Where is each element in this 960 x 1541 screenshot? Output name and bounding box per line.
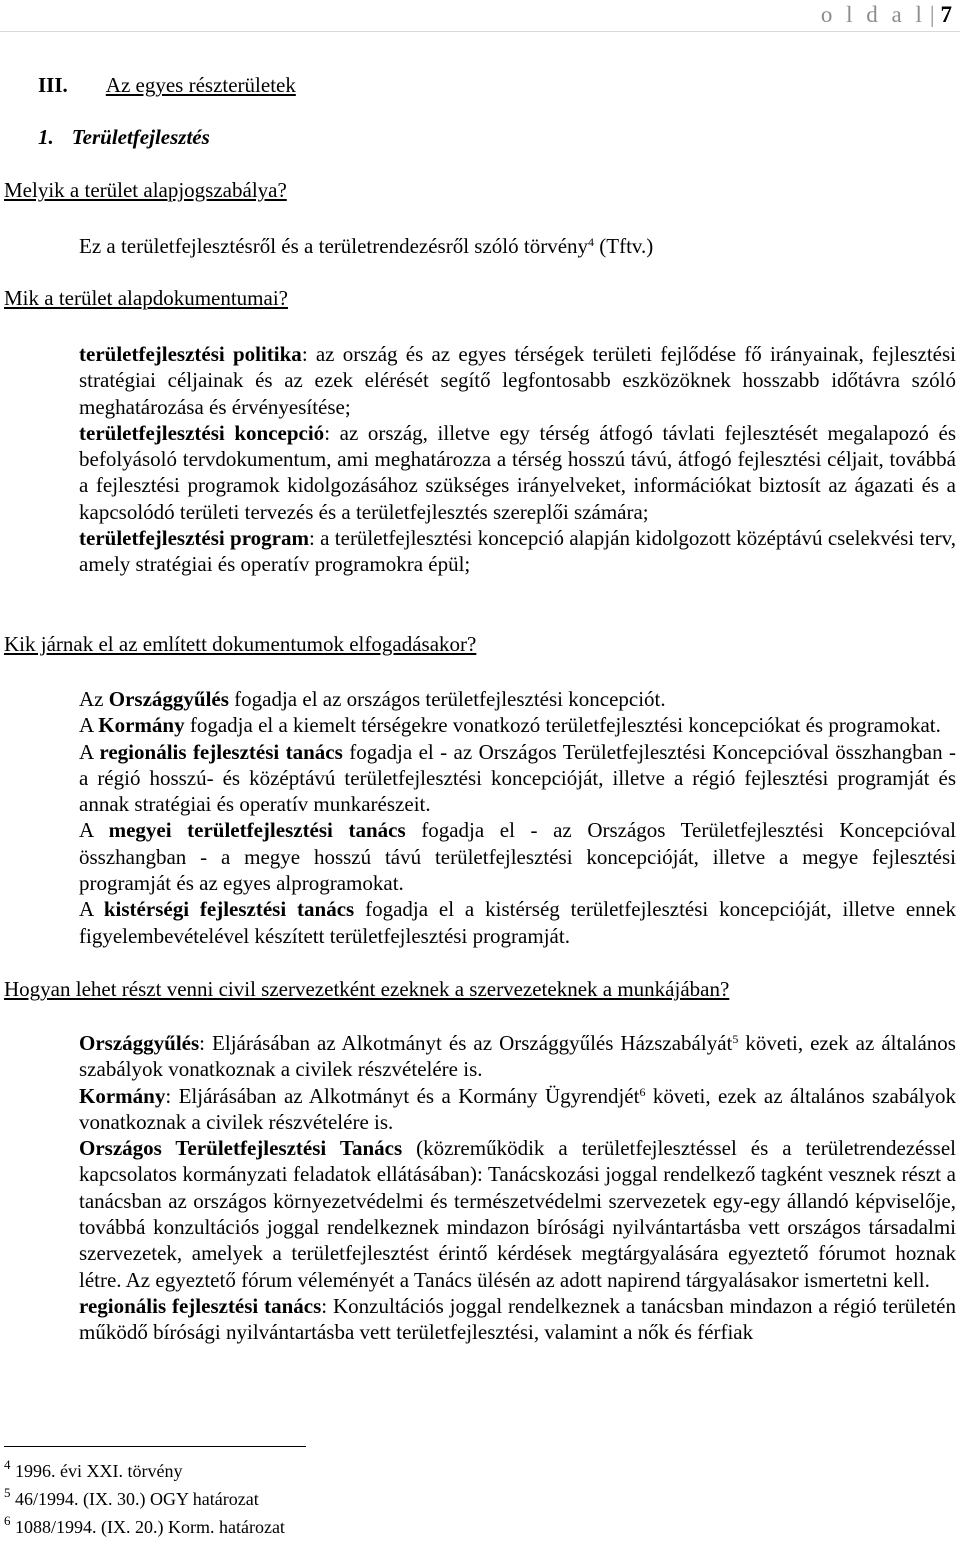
- definition-item: [79, 420, 956, 525]
- definition-term: területfejlesztési koncepció: [79, 420, 325, 445]
- adoption-item: [79, 817, 956, 896]
- adoption-item: [79, 896, 956, 949]
- footnote-ref[interactable]: 4: [588, 235, 595, 249]
- definition-text: : a területfejlesztési koncepció alapján kidolgozott középtávú cselekvési terv, amely stratégiai és operatív programokra épül;: [79, 526, 956, 577]
- definition-term: területfejlesztési program: [79, 526, 309, 551]
- participation-item: [79, 1083, 956, 1136]
- question-adoption: Kik járnak el az említett dokumentumok elfogadásakor?: [4, 632, 477, 656]
- section-title: Az egyes részterületek: [105, 73, 296, 97]
- participation-body: regionális fejlesztési tanács: [79, 1293, 322, 1318]
- definition-item: [79, 525, 956, 578]
- adoption-text: fogadja el a kistérség területfejlesztési koncepcióját, illetve ennek figyelembevételével készített területfejlesztési programját.: [79, 897, 956, 948]
- page-label: o l d a l: [820, 2, 926, 27]
- adoption-text: fogadja el az országos területfejlesztési koncepciót.: [228, 687, 666, 711]
- adoption-body: Országgyűlés: [108, 687, 229, 711]
- answer-legal-basis: [79, 233, 653, 259]
- page-separator: |: [929, 2, 939, 27]
- footnote-number: 6: [4, 1513, 11, 1528]
- definition-text: : az ország és az egyes térségek területi fejlődése fő irányainak, fejlesztési stratégiai céljainak és az ezek elérését segítő legfontosabb eszközöknek hosszabb időtávra szóló meghatározása és érvényesítése;: [79, 342, 956, 419]
- footnote-number: 4: [4, 1457, 11, 1472]
- section-number: III.: [38, 73, 68, 97]
- participation-text: : Eljárásában az Alkotmányt és a Kormány Ügyrendjét: [165, 1083, 640, 1108]
- section-heading: [38, 73, 296, 98]
- subsection-title: Területfejlesztés: [71, 125, 210, 149]
- participation-text: : Konzultációs joggal rendelkeznek a tanácsban mindazon a régió területén működő bírósági nyilvántartásba vett területfejlesztési, valamint a nők és férfiak: [79, 1293, 956, 1345]
- adoption-prefix: A: [79, 897, 104, 922]
- footnote-text: 1996. évi XXI. törvény: [15, 1461, 183, 1481]
- definition-text: : az ország, illetve egy térség átfogó távlati fejlesztését megalapozó és befolyásoló tervdokumentum, ami meghatározza a térség hosszú távú, átfogó fejlesztési céljait, továbbá a fejlesztési programok kidolgozásához szükséges irányelveket, információkat biztosít az ágazati és a kapcsolódó területi tervezés és a területfejlesztés szereplői számára;: [79, 420, 957, 524]
- adoption-prefix: A: [79, 818, 109, 843]
- question-documents: Mik a terület alapdokumentumai?: [4, 286, 288, 310]
- participation-text: (közreműködik a területfejlesztéssel és a területrendezéssel kapcsolatos kormányzati feladatok ellátásában): Tanácskozási joggal rendelkező tagként vesznek részt a tanácsban az országos környezetvédelmi és természetvédelmi szervezetek egy-egy állandó képviselője, továbbá konzultációs joggal rendelkeznek mindazon bírósági nyilvántartásba vett országos társadalmi szervezetek, amelyek a területfejlesztést érintő kérdések megtárgyalására egyeztető fórumot hoznak létre. Az egyeztető fórum véleményét a Tanács ülésén az adott napirend tárgyalásakor ismertetni kell.: [79, 1136, 957, 1292]
- definition-term: területfejlesztési politika: [79, 342, 302, 366]
- footnote-ref[interactable]: 5: [732, 1032, 739, 1046]
- participation-text: követi, ezek az általános szabályok vonatkoznak a civilek részvételére is.: [79, 1083, 957, 1134]
- adoption-prefix: A: [79, 713, 99, 738]
- adoption-body: Kormány: [98, 713, 185, 738]
- participation-body: Országos Területfejlesztési Tanács: [79, 1136, 403, 1161]
- adoption-body: kistérségi fejlesztési tanács: [103, 897, 355, 922]
- participation-text: követi, ezek az általános szabályok vonatkoznak a civilek részvételére is.: [79, 1031, 956, 1082]
- participation-text: : Eljárásában az Alkotmányt és az Országgyűlés Házszabályát: [199, 1031, 733, 1055]
- footnote: [4, 1457, 183, 1481]
- answer-text: Ez a területfejlesztésről és a területrendezésről szóló törvény: [79, 234, 589, 258]
- question-legal-basis: Melyik a terület alapjogszabálya?: [4, 178, 287, 202]
- participation-body: Országgyűlés: [79, 1031, 200, 1055]
- participation-body: Kormány: [79, 1083, 166, 1108]
- adoption-item: [79, 739, 956, 818]
- footnote-ref[interactable]: 6: [639, 1084, 646, 1099]
- answer-abbrev: (Tftv.): [594, 234, 654, 258]
- footnote-text: 1088/1994. (IX. 20.) Korm. határozat: [15, 1517, 285, 1537]
- adoption-item: [79, 686, 956, 712]
- subsection-number: 1.: [38, 125, 54, 149]
- adoption-text: fogadja el - az Országos Területfejlesztési Koncepcióval összhangban - a megye hosszú távú területfejlesztési koncepcióját, illetve a megye fejlesztési programját és az egyes alprogramokat.: [79, 818, 956, 896]
- definition-item: [79, 341, 956, 420]
- footnote-divider: [4, 1446, 306, 1447]
- page-number-value: 7: [940, 2, 952, 27]
- page-header: [0, 0, 960, 32]
- participation-item: [79, 1293, 956, 1346]
- footnote: [4, 1513, 285, 1537]
- adoption-body: regionális fejlesztési tanács: [99, 739, 343, 764]
- documents-definitions: [79, 341, 956, 578]
- adoption-body: megyei területfejlesztési tanács: [108, 818, 406, 843]
- participation-item: [79, 1135, 956, 1293]
- footnote: [4, 1485, 259, 1509]
- participation-list: [79, 1030, 956, 1346]
- page-number: [821, 2, 952, 28]
- question-participation: Hogyan lehet részt venni civil szervezetként ezeknek a szervezeteknek a munkájában?: [4, 977, 730, 1001]
- adoption-prefix: Az: [79, 687, 109, 711]
- footnote-number: 5: [4, 1485, 11, 1500]
- adoption-prefix: A: [79, 739, 100, 764]
- footnote-text: 46/1994. (IX. 30.) OGY határozat: [15, 1489, 259, 1509]
- adoption-text: fogadja el a kiemelt térségekre vonatkozó területfejlesztési koncepciókat és programokat.: [184, 713, 941, 738]
- adoption-text: fogadja el - az Országos Területfejlesztési Koncepcióval összhangban - a régió hosszú- és középtávú területfejlesztési koncepcióját, illetve a régió fejlesztési programját és annak stratégiai és operatív munkarészeit.: [79, 739, 956, 817]
- adoption-list: [79, 686, 956, 949]
- adoption-item: [79, 712, 956, 738]
- subsection-heading: [38, 125, 210, 150]
- participation-item: [79, 1030, 956, 1083]
